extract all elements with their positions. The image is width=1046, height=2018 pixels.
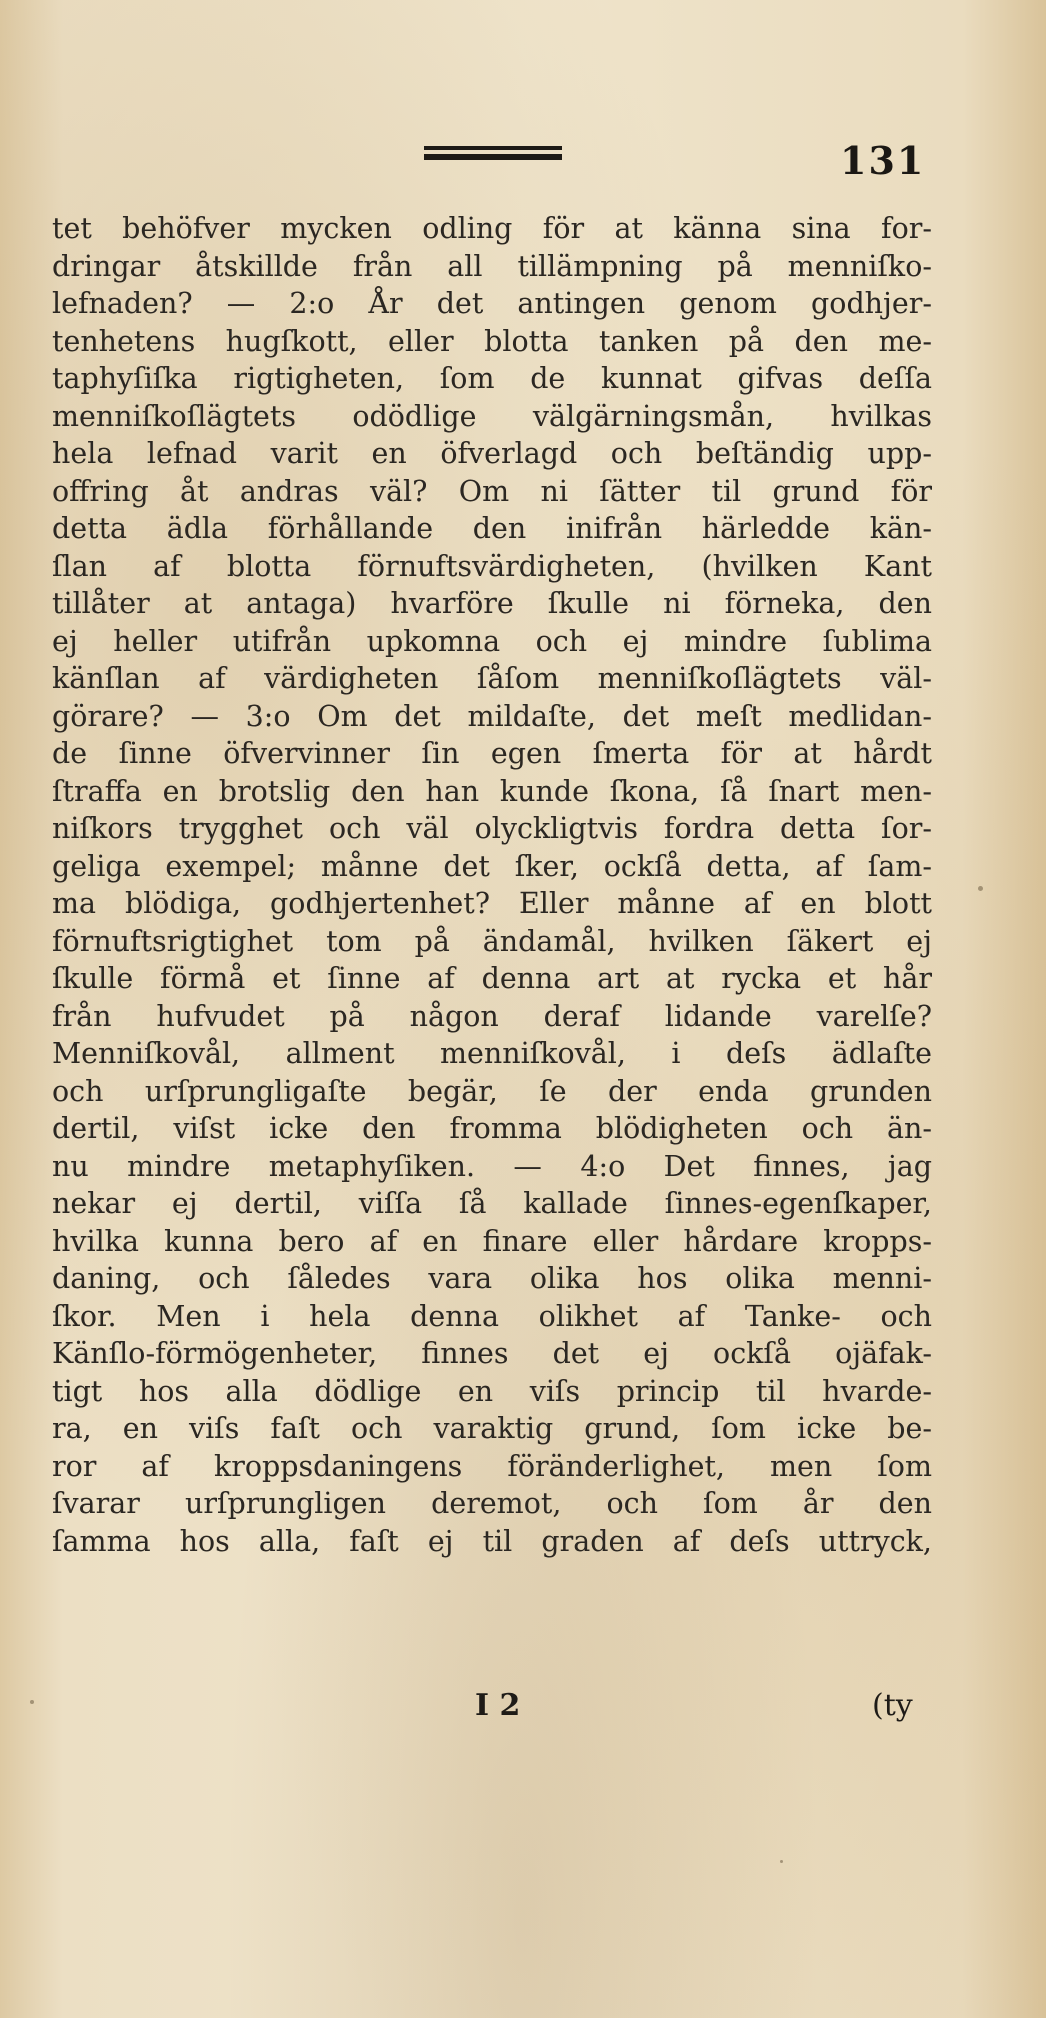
text-line: Menniſkovål, allment menniſkovål, i deſs ädlaſte <box>52 1037 932 1070</box>
text-line: ma blödiga, godhjertenhet? Eller månne af en blott <box>52 887 932 920</box>
text-line: ſlan af blotta förnuftsvärdigheten, (hvilken Kant <box>52 549 932 583</box>
paper-speck <box>978 886 983 891</box>
text-line: tillåter at antaga) hvarföre ſkulle ni förneka, den <box>52 587 932 620</box>
catchword: (ty <box>872 1688 913 1723</box>
header-rule-thin <box>424 146 562 150</box>
text-line: hvilka kunna bero af en finare eller hårdare kropps- <box>52 1224 932 1258</box>
text-line: Känſlo-förmögenheter, finnes det ej ockſå ojäfak- <box>52 1337 932 1370</box>
text-line: nekar ej dertil, viſſa ſå kallade ſinnes-egenſkaper, <box>52 1187 932 1220</box>
text-line: niſkors trygghet och väl olyckligtvis fordra detta ſor- <box>52 812 932 845</box>
text-line: från hufvudet på någon deraf lidande varelſe? <box>52 999 932 1033</box>
text-line: och urſprungligaſte begär, ſe der enda grunden <box>52 1074 932 1108</box>
header-rule <box>424 146 562 160</box>
page-footer <box>0 1688 1046 1728</box>
header-rule-thick <box>424 154 562 160</box>
body-text <box>52 210 932 1560</box>
text-line: dertil, viſst icke den fromma blödigheten och än- <box>52 1112 932 1145</box>
text-line: geliga exempel; månne det ſker, ockſå detta, af ſam- <box>52 849 932 883</box>
text-line: taphyſiſka rigtigheten, ſom de kunnat gifvas deſſa <box>52 362 932 395</box>
page-number: 131 <box>840 138 926 183</box>
text-line: känſlan af värdigheten ſåſom menniſkoſlägtets väl- <box>52 662 932 695</box>
text-line: ſkor. Men i hela denna olikhet af Tanke- och <box>52 1299 932 1333</box>
text-line: tenhetens hugſkott, eller blotta tanken på den me- <box>52 324 932 358</box>
text-line: ej heller utifrån upkomna och ej mindre ſublima <box>52 624 932 658</box>
text-line: ra, en viſs faſt och varaktig grund, ſom icke be- <box>52 1412 932 1445</box>
signature-mark: I 2 <box>475 1688 521 1723</box>
text-line: de ſinne öfvervinner ſin egen ſmerta för at hårdt <box>52 737 932 770</box>
text-line: tigt hos alla dödlige en viſs princip til hvarde- <box>52 1374 932 1408</box>
text-line: lefnaden? — 2:o År det antingen genom godhjer- <box>52 287 932 320</box>
paper-speck <box>780 1860 783 1863</box>
text-line: detta ädla förhållande den inifrån härledde kän- <box>52 512 932 545</box>
text-line: menniſkoſlägtets odödlige välgärningsmån, hvilkas <box>52 399 932 433</box>
text-line: tet behöfver mycken odling för at känna sina for- <box>52 212 932 245</box>
text-line: ſkulle förmå et ſinne af denna art at rycka et hår <box>52 962 932 995</box>
text-line: ſtraffa en brotslig den han kunde ſkona, ſå ſnart men- <box>52 774 932 808</box>
text-line: görare? — 3:o Om det mildaſte, det meſt medlidan- <box>52 699 932 733</box>
paper-speck <box>30 1700 34 1704</box>
text-line: offring åt andras väl? Om ni ſätter til grund för <box>52 474 932 508</box>
text-line: ſvarar urſprungligen deremot, och ſom år den <box>52 1487 932 1520</box>
text-line: daning, och ſåledes vara olika hos olika menni- <box>52 1262 932 1295</box>
text-line: hela lefnad varit en öfverlagd och beſtändig upp- <box>52 437 932 470</box>
text-line: förnuftsrigtighet tom på ändamål, hvilken ſäkert ej <box>52 924 932 958</box>
text-line: dringar åtskillde från all tillämpning på menniſko- <box>52 249 932 283</box>
text-line: ror af kroppsdaningens föränderlighet, men ſom <box>52 1449 932 1483</box>
text-line: ſamma hos alla, faſt ej til graden af deſs uttryck, <box>52 1524 932 1558</box>
text-line: nu mindre metaphyſiken. — 4:o Det finnes, jag <box>52 1149 932 1183</box>
